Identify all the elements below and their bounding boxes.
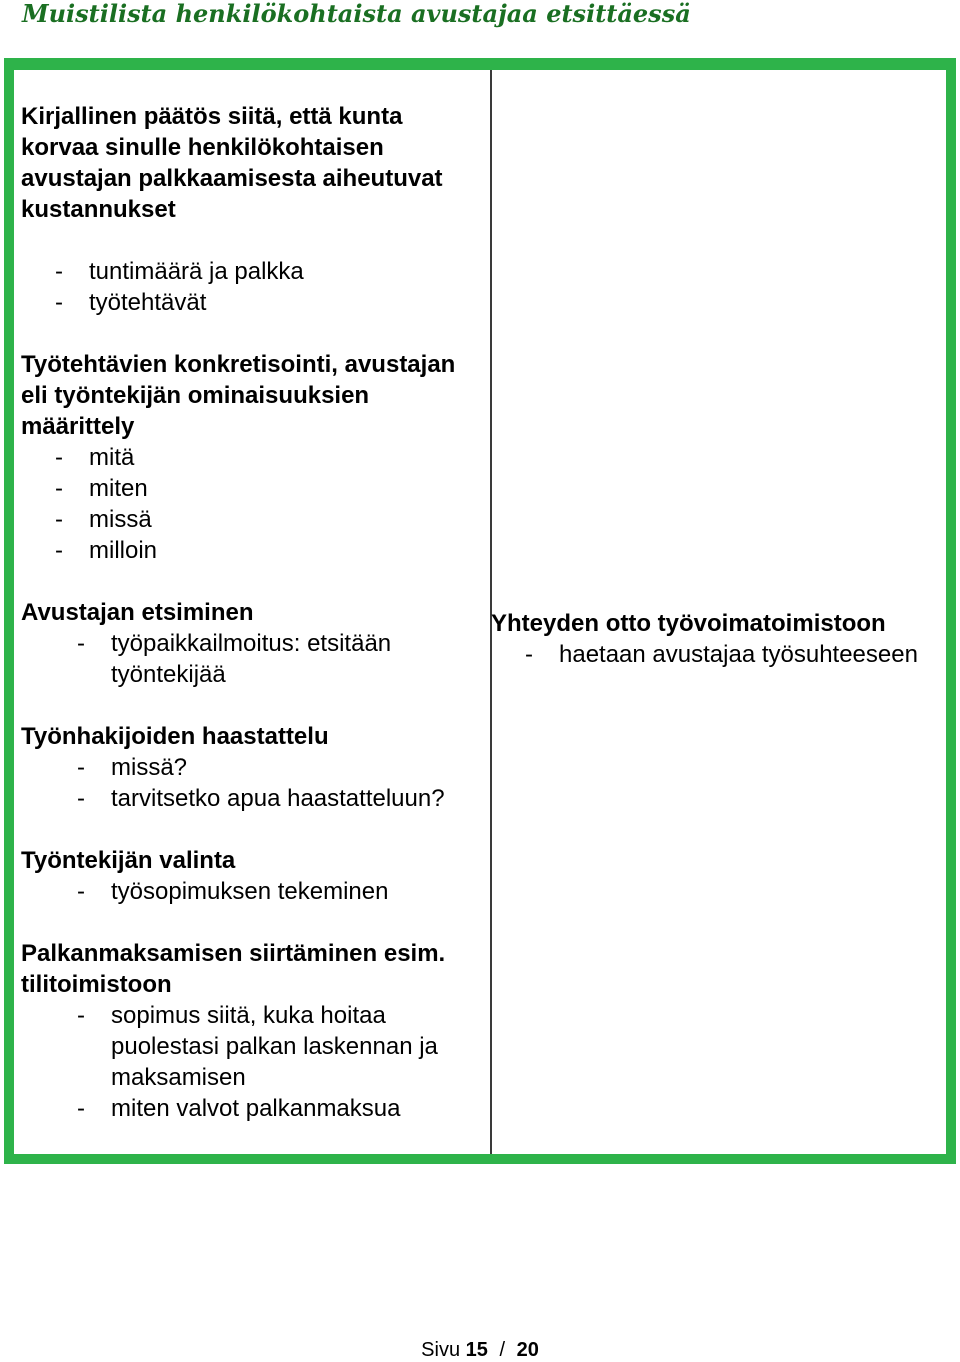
page-separator: / bbox=[499, 1339, 506, 1361]
list-item: - miten bbox=[21, 473, 481, 504]
total-pages: 20 bbox=[516, 1339, 539, 1361]
right-column bbox=[491, 608, 946, 670]
item-list bbox=[21, 1000, 481, 1124]
list-item: - sopimus siitä, kuka hoitaa puolestasi palkan laskennan ja maksamisen bbox=[21, 1000, 481, 1093]
list-item: - missä bbox=[21, 504, 481, 535]
item-list bbox=[21, 628, 481, 690]
checklist-group-payroll bbox=[21, 938, 481, 1124]
checklist-group-decision bbox=[21, 101, 481, 318]
list-item: - työpaikkailmoitus: etsitään työntekijää bbox=[21, 628, 481, 690]
list-item: - tarvitsetko apua haastatteluun? bbox=[21, 783, 481, 814]
current-page: 15 bbox=[465, 1339, 488, 1361]
list-item: - tuntimäärä ja palkka bbox=[21, 256, 481, 287]
page-label: Sivu bbox=[421, 1339, 461, 1361]
group-heading: Avustajan etsiminen bbox=[21, 599, 254, 626]
group-heading: Työntekijän valinta bbox=[21, 847, 236, 874]
checklist-box bbox=[4, 58, 956, 1164]
list-item: - haetaan avustajaa työsuhteeseen bbox=[491, 639, 946, 670]
group-heading: Työtehtävien konkretisointi, avustajan eli työntekijän ominaisuuksien määrittely bbox=[21, 351, 456, 440]
item-list bbox=[21, 442, 481, 566]
list-item: - missä? bbox=[21, 752, 481, 783]
list-item: - työsopimuksen tekeminen bbox=[21, 876, 481, 907]
page-number bbox=[0, 1338, 960, 1362]
item-list bbox=[21, 752, 481, 814]
list-item: - työtehtävät bbox=[21, 287, 481, 318]
checklist-group-tasks bbox=[21, 349, 481, 566]
group-heading: Palkanmaksamisen siirtäminen esim. tilitoimistoon bbox=[21, 940, 446, 998]
list-item: - miten valvot palkanmaksua bbox=[21, 1093, 481, 1124]
checklist-group-search bbox=[21, 597, 481, 690]
item-list bbox=[491, 639, 946, 670]
left-column bbox=[21, 101, 481, 1155]
group-heading: Työnhakijoiden haastattelu bbox=[21, 723, 329, 750]
group-heading: Kirjallinen päätös siitä, että kunta korvaa sinulle henkilökohtaisen avustajan palkkaamisesta aiheutuvat kustannukset bbox=[21, 103, 443, 223]
item-list bbox=[21, 256, 481, 318]
page-title: Muistilista henkilökohtaista avustajaa etsittäessä bbox=[22, 0, 691, 28]
checklist-group-selection bbox=[21, 845, 481, 907]
list-item: - milloin bbox=[21, 535, 481, 566]
list-item: - mitä bbox=[21, 442, 481, 473]
group-heading: Yhteyden otto työvoimatoimistoon bbox=[491, 610, 886, 637]
checklist-group-interview bbox=[21, 721, 481, 814]
item-list bbox=[21, 876, 481, 907]
